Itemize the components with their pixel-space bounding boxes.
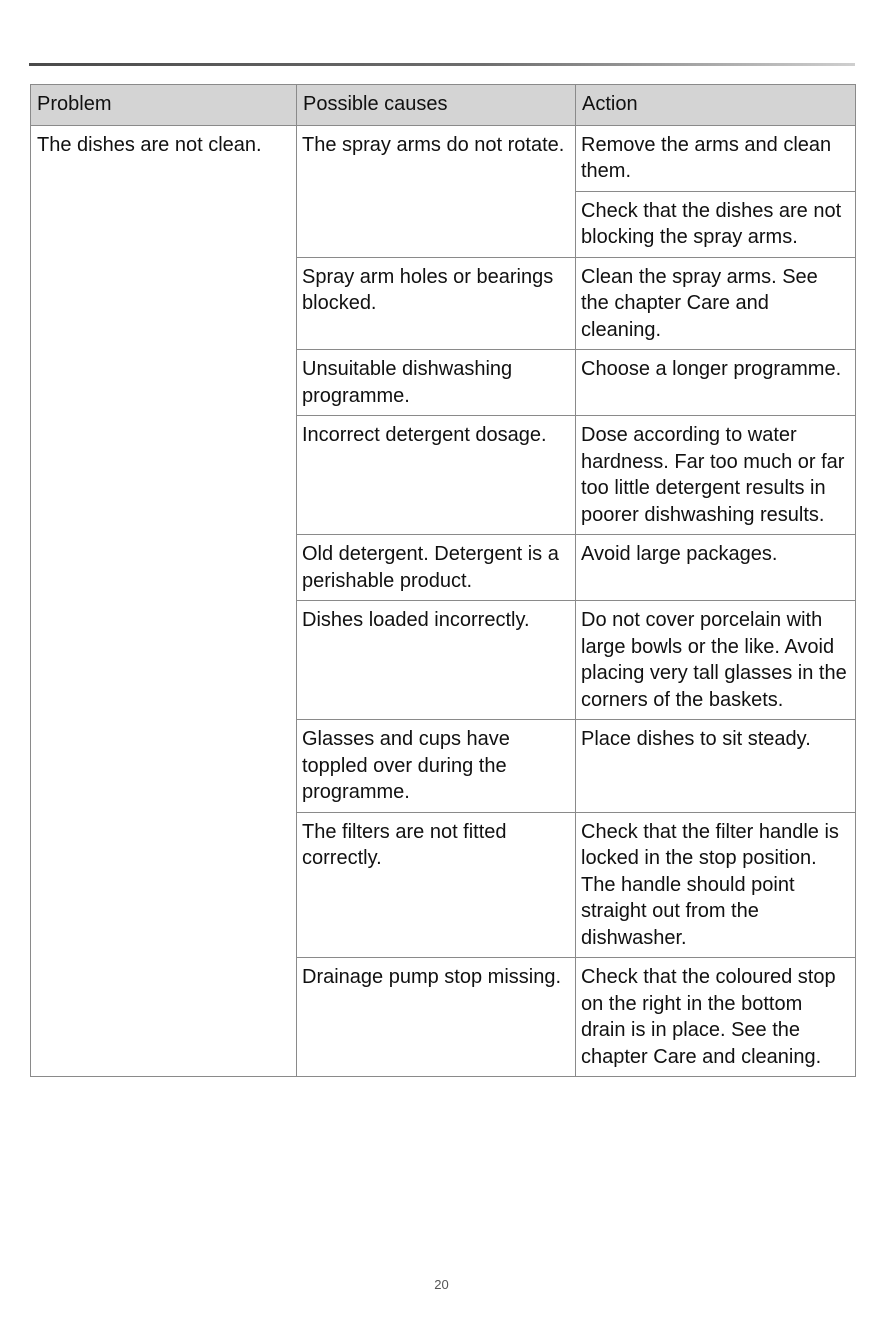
cause-cell: Old detergent. Detergent is a perishable product. [297,535,576,601]
cause-cell: Incorrect detergent dosage. [297,416,576,535]
action-cell: Dose according to water hardness. Far too much or far too little detergent results in poorer dishwashing results. [576,416,856,535]
table-row [31,125,856,191]
action-cell: Do not cover porcelain with large bowls or the like. Avoid placing very tall glasses in the corners of the baskets. [576,601,856,720]
table-header-row [31,85,856,126]
header-rule [29,63,855,66]
action-cell: Check that the filter handle is locked in the stop position. The handle should point straight out from the dishwasher. [576,812,856,958]
action-cell: Choose a longer programme. [576,350,856,416]
page-number: 20 [434,1277,449,1292]
cause-cell: Drainage pump stop missing. [297,958,576,1077]
action-cell: Clean the spray arms. See the chapter Care and cleaning. [576,257,856,350]
action-cell: Check that the coloured stop on the right in the bottom drain is in place. See the chapter Care and cleaning. [576,958,856,1077]
cause-cell: Spray arm holes or bearings blocked. [297,257,576,350]
problem-cell: The dishes are not clean. [31,125,297,1077]
cause-cell: Unsuitable dishwashing programme. [297,350,576,416]
troubleshooting-table [30,84,856,1077]
cause-cell: The filters are not fitted correctly. [297,812,576,958]
header-possible-causes: Possible causes [297,85,576,126]
cause-cell: The spray arms do not rotate. [297,125,576,257]
header-problem: Problem [31,85,297,126]
action-cell: Check that the dishes are not blocking the spray arms. [576,191,856,257]
cause-cell: Dishes loaded incorrectly. [297,601,576,720]
action-cell: Remove the arms and clean them. [576,125,856,191]
action-cell: Place dishes to sit steady. [576,720,856,813]
cause-cell: Glasses and cups have toppled over during the programme. [297,720,576,813]
action-cell: Avoid large packages. [576,535,856,601]
header-action: Action [576,85,856,126]
